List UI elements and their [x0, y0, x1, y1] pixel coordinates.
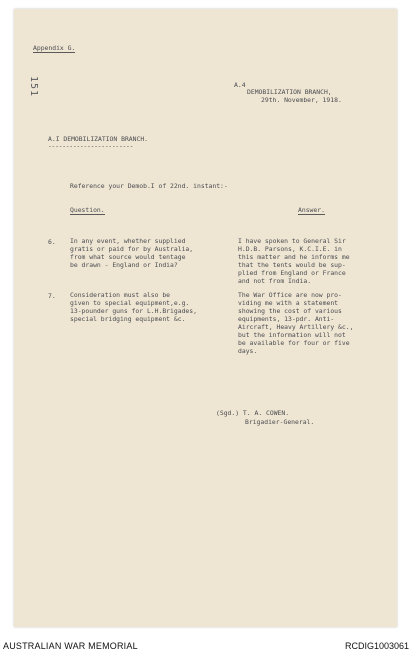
appendix-label: Appendix G. — [33, 44, 76, 52]
recipient-line: A.I DEMOBILIZATION BRANCH. — [48, 135, 149, 143]
question-text: In any event, whether supplied gratis or paid for by Australia, from what source would tentage be drawn - England or India? — [70, 237, 194, 269]
letter-date: 29th. November, 1918. — [261, 96, 342, 104]
question-text: Consideration must also be given to special equipment,e.g. 13-pounder guns for L.H.Brigades, special bridging equipment &c. — [70, 291, 197, 323]
reference-line: Reference your Demob.I of 22nd. instant:- — [70, 182, 228, 190]
question-column-header: Question. — [70, 206, 105, 214]
answer-text: I have spoken to General Sir H.D.B. Parsons, K.C.I.E. in this matter and he informs me that the tents would be sup- plied from England or France and not from India. — [238, 237, 350, 285]
page-number-stamp: 151 — [28, 76, 39, 98]
item-number: 7. — [48, 292, 56, 300]
recipient-underline: ------------------------ — [48, 142, 134, 150]
archive-id: RCDIG1003061 — [344, 641, 409, 651]
answer-column-header: Answer. — [298, 206, 325, 214]
signature-line: (Sgd.) T. A. COWEN. — [216, 409, 290, 417]
reference-code: A.4 — [234, 81, 246, 89]
answer-text: The War Office are now pro- viding me with a statement showing the cost of various equipments, 13-pdr. Anti- Aircraft, Heavy Artillery &c., but the information will not be available for four or five days. — [238, 291, 354, 355]
item-number: 6. — [48, 238, 56, 246]
branch-header: DEMOBILIZATION BRANCH, — [247, 88, 332, 96]
archive-name: AUSTRALIAN WAR MEMORIAL — [3, 641, 138, 651]
signature-title: Brigadier-General. — [245, 418, 315, 426]
